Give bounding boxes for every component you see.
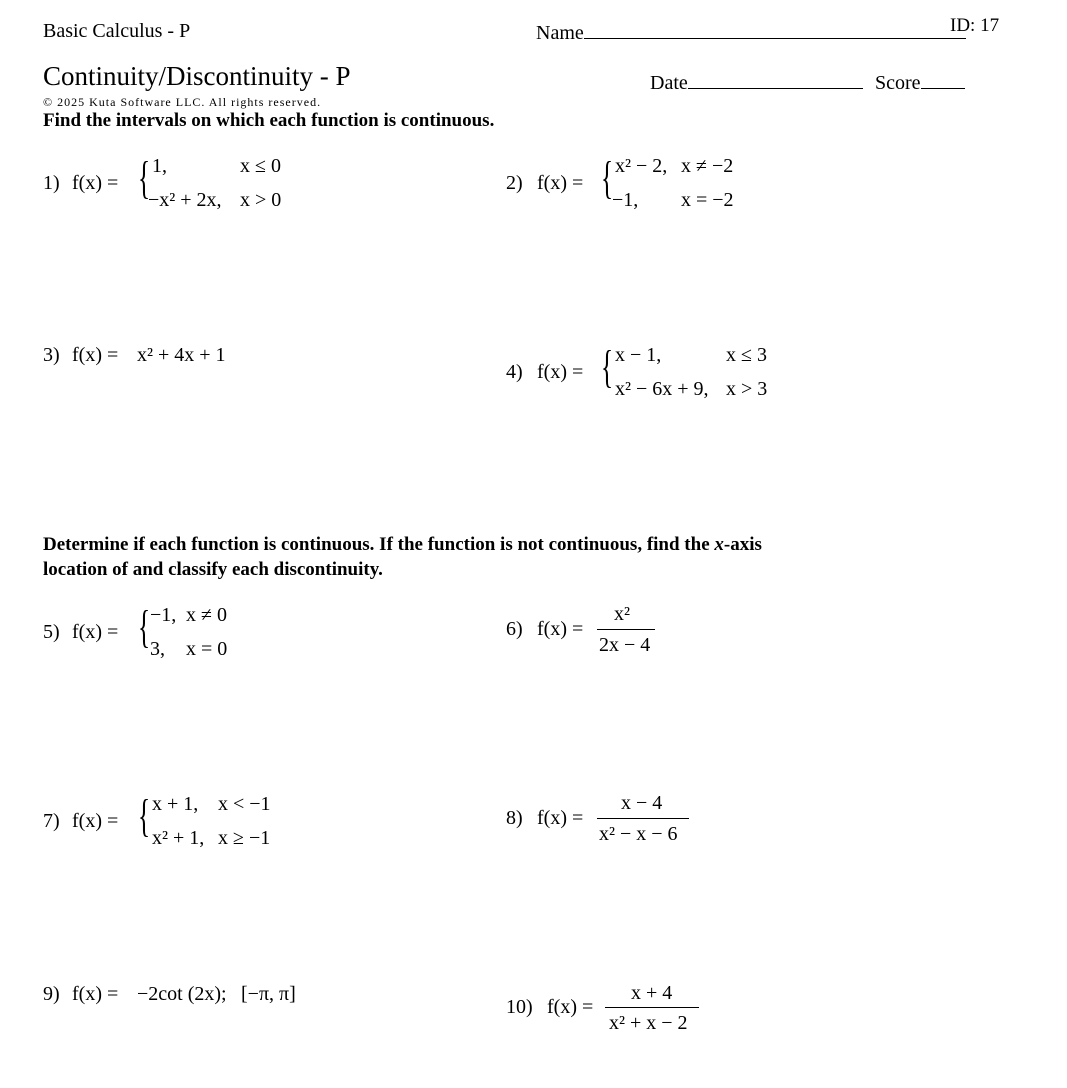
case-1-expr: 1,: [152, 155, 167, 177]
date-label: Date: [650, 72, 688, 94]
function-label: f(x) =: [72, 344, 119, 366]
function-label: f(x) =: [547, 996, 594, 1018]
section2-instruction-line1: Determine if each function is continuous. If the function is not continuous, find the x-axis: [43, 534, 762, 555]
case-2-cond: x > 3: [726, 378, 768, 400]
case-1-expr: x − 1,: [615, 344, 662, 366]
course-name: Basic Calculus - P: [43, 20, 191, 42]
problem-number: 4): [506, 361, 523, 383]
case-2-expr: x² − 6x + 9,: [615, 378, 709, 400]
function-label: f(x) =: [537, 361, 584, 383]
piecewise-brace: {: [138, 790, 151, 841]
denominator: 2x − 4: [599, 634, 651, 656]
name-field[interactable]: [536, 20, 966, 45]
numerator: x + 4: [631, 982, 673, 1004]
function-label: f(x) =: [537, 618, 584, 640]
case-2-cond: x ≥ −1: [218, 827, 271, 849]
function-label: f(x) =: [72, 810, 119, 832]
case-2-cond: x = 0: [186, 638, 228, 660]
case-2-expr: −1,: [612, 189, 639, 211]
id-label: ID: 17: [950, 15, 1000, 36]
case-1-cond: x ≠ 0: [186, 604, 227, 626]
case-2-cond: x = −2: [681, 189, 734, 211]
score-label: Score: [875, 72, 921, 94]
problem-number: 2): [506, 172, 523, 194]
denominator: x² + x − 2: [609, 1012, 688, 1034]
piecewise-brace: {: [601, 152, 614, 203]
case-2-expr: −x² + 2x,: [148, 189, 222, 211]
interval: [−π, π]: [241, 983, 296, 1005]
function-label: f(x) =: [72, 621, 119, 643]
case-1-cond: x < −1: [218, 793, 271, 815]
date-field[interactable]: [650, 70, 863, 95]
numerator: x²: [614, 603, 630, 625]
problem-number: 3): [43, 344, 60, 366]
fraction-bar: [597, 629, 655, 630]
problem-number: 10): [506, 996, 533, 1018]
case-1-cond: x ≤ 3: [726, 344, 767, 366]
denominator: x² − x − 6: [599, 823, 678, 845]
problem-number: 7): [43, 810, 60, 832]
function-label: f(x) =: [537, 172, 584, 194]
fraction-bar: [597, 818, 689, 819]
section1-instruction: Find the intervals on which each function is continuous.: [43, 110, 495, 131]
case-1-cond: x ≤ 0: [240, 155, 281, 177]
case-2-expr: x² + 1,: [152, 827, 205, 849]
problem-number: 1): [43, 172, 60, 194]
copyright: © 2025 Kuta Software LLC. All rights reserved.: [43, 95, 322, 109]
problem-number: 6): [506, 618, 523, 640]
function-expr: x² + 4x + 1: [137, 344, 226, 366]
function-expr: −2cot (2x);: [137, 983, 227, 1005]
problem-number: 9): [43, 983, 60, 1005]
case-1-expr: x + 1,: [152, 793, 199, 815]
piecewise-brace: {: [601, 341, 614, 392]
problem-number: 8): [506, 807, 523, 829]
score-field[interactable]: [875, 70, 965, 95]
case-1-expr: −1,: [150, 604, 177, 626]
score-blank[interactable]: [921, 70, 965, 89]
function-label: f(x) =: [72, 983, 119, 1005]
problem-number: 5): [43, 621, 60, 643]
name-blank[interactable]: [584, 20, 966, 39]
case-1-expr: x² − 2,: [615, 155, 668, 177]
case-2-cond: x > 0: [240, 189, 282, 211]
case-1-cond: x ≠ −2: [681, 155, 734, 177]
fraction-bar: [605, 1007, 699, 1008]
numerator: x − 4: [621, 792, 663, 814]
piecewise-brace: {: [138, 152, 151, 203]
case-2-expr: 3,: [150, 638, 165, 660]
section2-instruction-line2: location of and classify each discontinuity.: [43, 559, 383, 580]
function-label: f(x) =: [537, 807, 584, 829]
function-label: f(x) =: [72, 172, 119, 194]
date-blank[interactable]: [688, 70, 863, 89]
worksheet-title: Continuity/Discontinuity - P: [43, 61, 351, 91]
piecewise-brace: {: [138, 601, 151, 652]
name-label: Name: [536, 22, 584, 44]
